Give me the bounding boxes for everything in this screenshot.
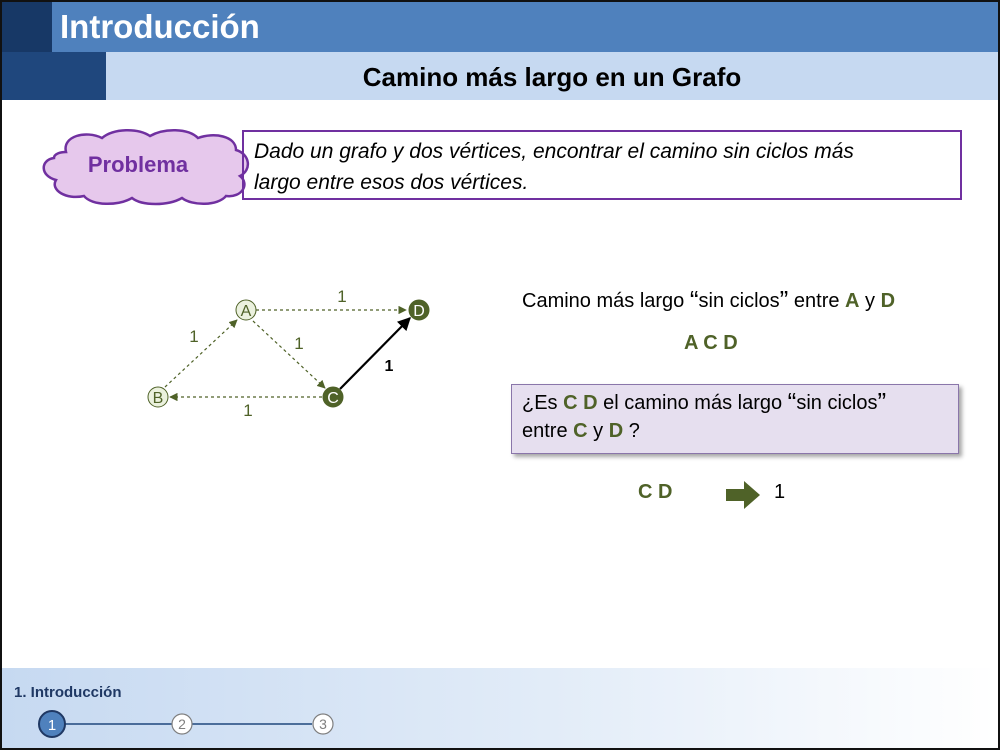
question-path: C D bbox=[563, 392, 598, 414]
question-start: ¿Es bbox=[522, 392, 564, 414]
node-a-label: A bbox=[240, 303, 252, 320]
problem-label: Problema bbox=[87, 152, 189, 177]
statement-node-d: D bbox=[880, 290, 896, 312]
right-arrow-icon bbox=[726, 481, 760, 509]
close-quote: ” bbox=[779, 285, 789, 315]
graph-diagram bbox=[132, 282, 452, 432]
edge-weight-a-c: 1 bbox=[294, 334, 304, 353]
edge-weight-a-b: 1 bbox=[189, 327, 199, 346]
answer-path: C D bbox=[638, 481, 673, 503]
question-end: ? bbox=[623, 420, 640, 442]
open-quote: “ bbox=[689, 285, 699, 315]
statement-quoted: sin ciclos bbox=[698, 290, 780, 312]
problem-text-line1: Dado un grafo y dos vértices, encontrar el camino sin ciclos más bbox=[254, 140, 854, 163]
edge-weight-a-d: 1 bbox=[337, 287, 347, 306]
footer-section-label: 1. Introducción bbox=[14, 684, 122, 701]
statement-node-a: A bbox=[845, 290, 860, 312]
edge-c-d bbox=[340, 318, 410, 389]
longest-path-statement bbox=[522, 285, 896, 315]
header-corner-block bbox=[2, 2, 52, 52]
problem-statement-box bbox=[242, 130, 962, 200]
longest-path-result: A C D bbox=[684, 332, 738, 354]
slide-title: Camino más largo en un Grafo bbox=[362, 62, 742, 92]
edge-weight-c-b: 1 bbox=[243, 401, 253, 420]
question-open-quote: “ bbox=[787, 387, 797, 417]
edge-weight-c-d: 1 bbox=[384, 358, 394, 375]
node-c-label: C bbox=[327, 390, 339, 407]
section-title: Introducción bbox=[60, 8, 260, 45]
question-node-c: C bbox=[573, 420, 588, 442]
question-box bbox=[511, 384, 959, 454]
question-quoted: sin ciclos bbox=[796, 392, 878, 414]
statement-text-mid: entre bbox=[788, 290, 846, 312]
statement-text-start: Camino más largo bbox=[522, 290, 690, 312]
statement-conj: y bbox=[859, 290, 881, 312]
progress-step-1-label: 1 bbox=[47, 717, 57, 734]
question-line2 bbox=[522, 417, 948, 445]
question-line1 bbox=[522, 389, 948, 417]
progress-step-3-label: 3 bbox=[319, 716, 327, 732]
problem-text-line2: largo entre esos dos vértices. bbox=[254, 171, 529, 194]
node-b-label: B bbox=[152, 390, 164, 407]
progress-step-2-label: 2 bbox=[178, 716, 186, 732]
progress-tracker bbox=[32, 706, 352, 742]
node-d-label: D bbox=[413, 303, 425, 320]
question-line2-start: entre bbox=[522, 420, 574, 442]
question-node-d: D bbox=[608, 420, 624, 442]
edge-b-a bbox=[165, 320, 237, 387]
edge-a-c bbox=[253, 321, 325, 388]
answer-value: 1 bbox=[774, 481, 786, 503]
question-close-quote: ” bbox=[877, 387, 887, 417]
question-conj: y bbox=[587, 420, 609, 442]
question-mid: el camino más largo bbox=[597, 392, 788, 414]
